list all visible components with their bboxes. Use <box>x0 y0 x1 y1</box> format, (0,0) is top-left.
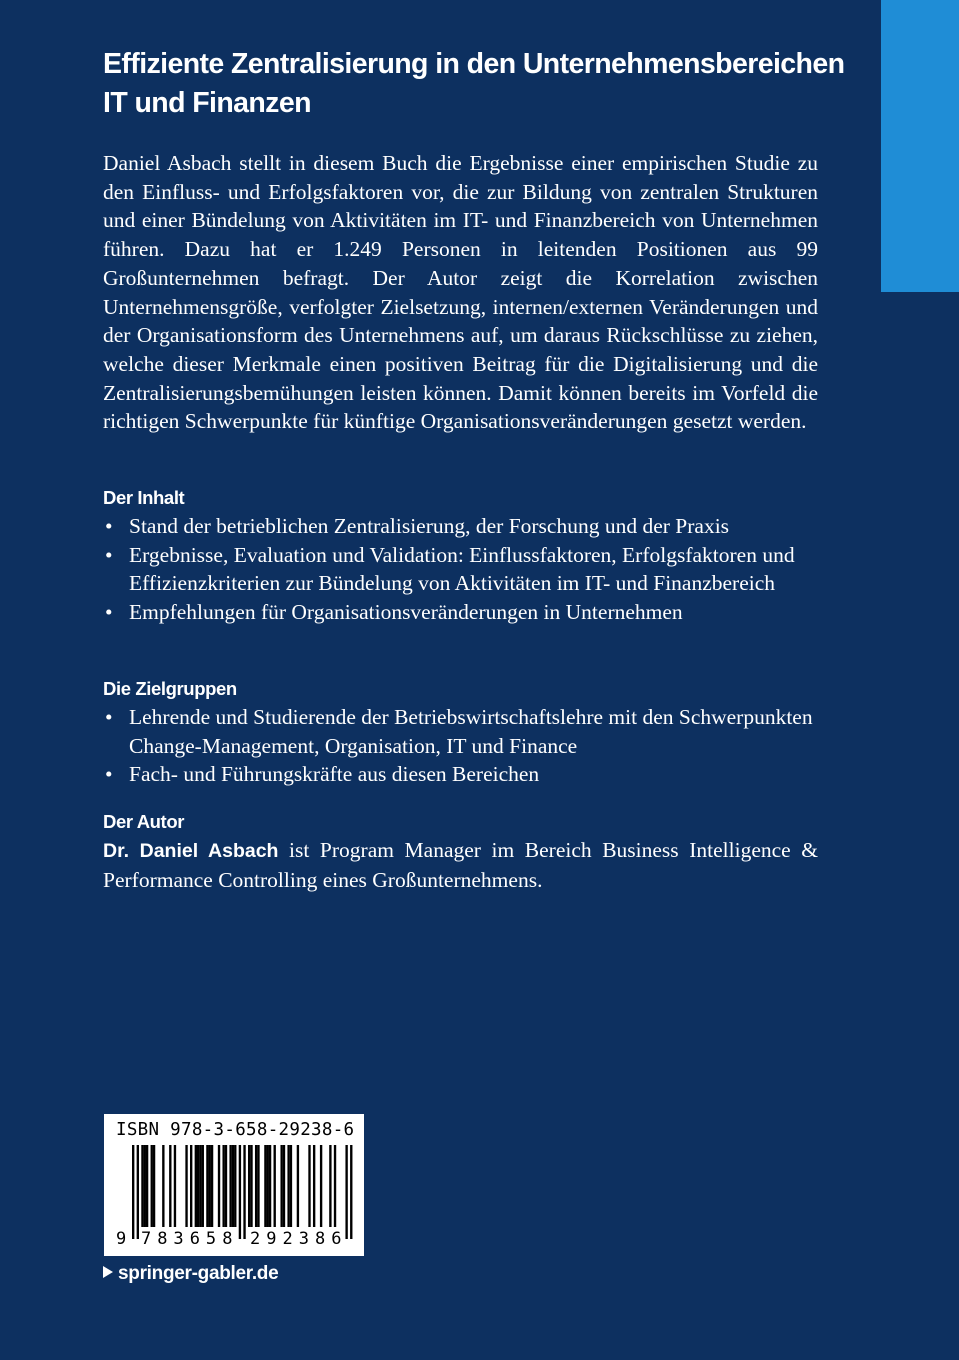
barcode-bar <box>280 1145 282 1227</box>
barcode-bar <box>222 1145 224 1227</box>
barcode-bar <box>329 1145 331 1227</box>
barcode-digit: 3 <box>298 1229 309 1249</box>
bullet-dot-icon: • <box>105 600 113 625</box>
isbn-label: ISBN 978-3-658-29238-6 <box>116 1120 355 1140</box>
barcode-bar <box>225 1145 227 1227</box>
author-description: ist Program Manager im Bereich Business Intelligence & Performance Controlling eines Großunternehmens. <box>103 838 818 892</box>
barcode-digit: 9 <box>266 1229 277 1249</box>
barcode-digit: 8 <box>315 1229 326 1249</box>
barcode-bar <box>264 1145 266 1227</box>
list-item: • Lehrende und Studierende der Betriebswirtschaftslehre mit den Schwerpunkten Change-Management, Organisation, IT und Finance <box>105 705 813 758</box>
barcode-bar <box>287 1145 289 1227</box>
contents-heading: Der Inhalt <box>103 487 185 508</box>
contents-list <box>103 512 833 627</box>
barcode-bar <box>229 1145 231 1227</box>
barcode-bar <box>197 1145 199 1227</box>
author-name: Dr. Daniel Asbach <box>103 840 279 862</box>
barcode-bar <box>250 1145 252 1227</box>
list-item: • Stand der betrieblichen Zentralisierung, der Forschung und der Praxis <box>103 512 833 541</box>
barcode-bar <box>255 1145 257 1227</box>
barcode-digit: 7 <box>141 1229 152 1249</box>
audience-list <box>103 703 833 789</box>
author-bio <box>103 836 818 894</box>
barcode-bar <box>283 1145 285 1227</box>
bullet-dot-icon: • <box>105 705 113 729</box>
barcode-bar <box>290 1145 292 1227</box>
barcode-digits <box>104 1229 364 1253</box>
barcode-bar <box>232 1145 234 1227</box>
barcode-bar <box>174 1145 176 1227</box>
barcode-digit: 8 <box>222 1229 233 1249</box>
barcode-bar <box>313 1145 315 1227</box>
barcode-digit: 2 <box>250 1229 261 1249</box>
bullet-dot-icon: • <box>105 514 113 538</box>
barcode-guard-bar <box>132 1145 134 1239</box>
list-item: • Empfehlungen für Organisationsveränderungen in Unternehmen <box>103 598 833 627</box>
barcode-digit: 2 <box>282 1229 293 1249</box>
barcode-bar <box>248 1145 250 1227</box>
barcode-bar <box>308 1145 310 1227</box>
barcode-bar <box>153 1145 155 1227</box>
barcode-bar <box>151 1145 153 1227</box>
isbn-barcode <box>104 1114 364 1256</box>
list-item: • Fach- und Führungskräfte aus diesen Bereichen <box>103 760 833 789</box>
website-link[interactable]: springer-gabler.de <box>118 1263 279 1284</box>
barcode-bar <box>234 1145 236 1227</box>
intro-paragraph: Daniel Asbach stellt in diesem Buch die Ergebnisse einer empirischen Studie zu den Einfluss- und Erfolgsfaktoren vor, die zur Bildung von zentralen Strukturen und einer Bündelung von Aktivitäten im IT- und Finanzbereich von Unternehmen führen. Dazu hat er 1.249 Personen in leitenden Positionen aus 99 Großunternehmen befragt. Der Autor zeigt die Korrelation zwischen Unternehmensgröße, verfolgter Zielsetzung, internen/externen Veränderungen und der Organisationsform des Unternehmens auf, um daraus Rückschlüsse zu ziehen, welche dieser Merkmale einen positiven Beitrag für die Digitalisierung und die Zentralisierungsbemühungen leisten können. Damit können bereits im Vorfeld die richtigen Schwerpunkte für künftige Organisationsveränderungen gesetzt werden. <box>103 151 818 434</box>
barcode-guard-bar <box>350 1145 352 1239</box>
barcode-bar <box>146 1145 148 1227</box>
barcode-bar <box>199 1145 201 1227</box>
barcode-digit: 6 <box>331 1229 342 1249</box>
list-item: • Ergebnisse, Evaluation und Validation: Einflussfaktoren, Erfolgsfaktoren und Effizienzkriterien zur Bündelung von Aktivitäten im IT- und Finanzbereich <box>105 542 795 596</box>
barcode-digit: 8 <box>157 1229 168 1249</box>
accent-bar <box>881 0 959 292</box>
barcode-guard-bar <box>137 1145 139 1239</box>
barcode-bar <box>218 1145 220 1227</box>
barcode-guard-bar <box>239 1145 241 1239</box>
barcode-bar <box>267 1145 269 1227</box>
headline <box>103 45 843 123</box>
audience-heading: Die Zielgruppen <box>103 678 237 699</box>
barcode-bar <box>297 1145 299 1227</box>
barcode-bar <box>257 1145 259 1227</box>
bullet-dot-icon: • <box>105 542 113 567</box>
barcode-bar <box>274 1145 276 1227</box>
barcode-bar <box>320 1145 322 1227</box>
barcode-bar <box>144 1145 146 1227</box>
barcode-bar <box>269 1145 271 1227</box>
barcode-digit: 3 <box>173 1229 184 1249</box>
barcode-bar <box>211 1145 213 1227</box>
barcode-guard-bar <box>345 1145 347 1239</box>
triangle-right-icon <box>103 1266 113 1278</box>
barcode-bar <box>209 1145 211 1227</box>
headline-line-1: Effiziente Zentralisierung in den Unternehmensbereichen <box>103 48 845 80</box>
headline-line-2: IT und Finanzen <box>103 87 311 119</box>
barcode-digit: 6 <box>189 1229 200 1249</box>
barcode-digit: 5 <box>205 1229 217 1249</box>
barcode-bar <box>169 1145 171 1227</box>
barcode-guard-bar <box>243 1145 245 1239</box>
author-heading: Der Autor <box>103 811 185 832</box>
barcode-bar <box>141 1145 143 1227</box>
barcode-bar <box>206 1145 208 1227</box>
publisher-website[interactable] <box>103 1263 278 1285</box>
barcode-bar <box>185 1145 187 1227</box>
barcode-bar <box>334 1145 336 1227</box>
barcode-bar <box>195 1145 197 1227</box>
barcode-bar <box>190 1145 192 1227</box>
barcode-bar <box>202 1145 204 1227</box>
barcode-digit: 9 <box>116 1229 127 1249</box>
bullet-dot-icon: • <box>105 762 113 787</box>
barcode-bar <box>162 1145 164 1227</box>
